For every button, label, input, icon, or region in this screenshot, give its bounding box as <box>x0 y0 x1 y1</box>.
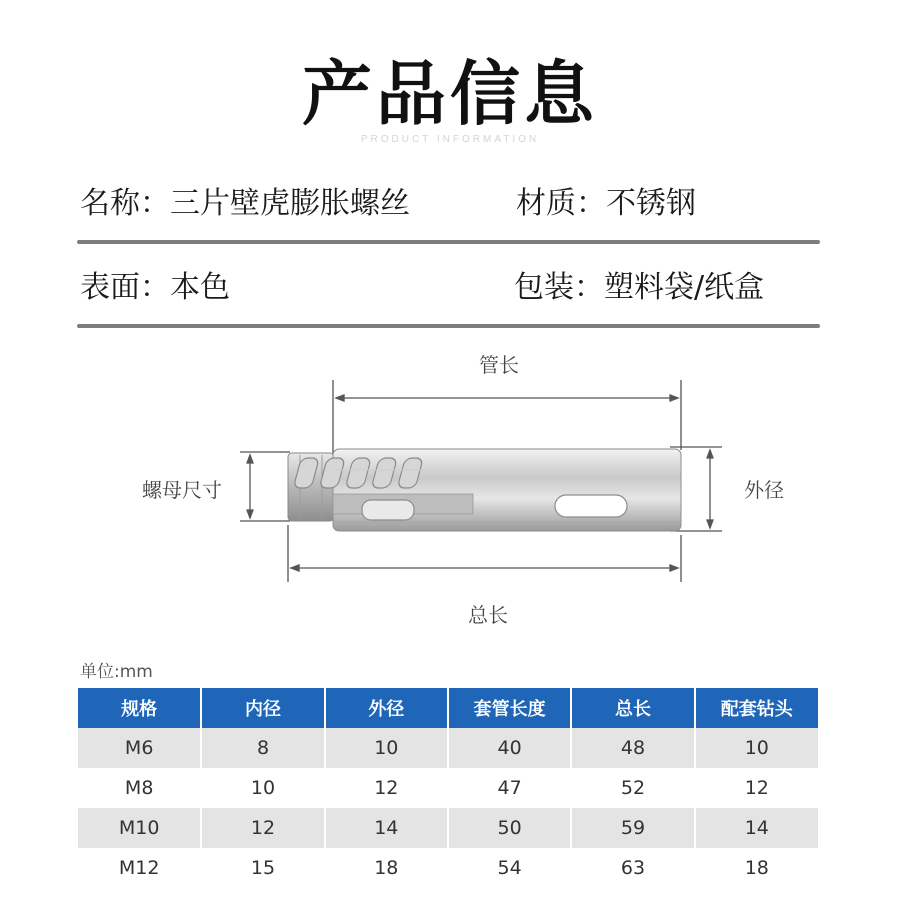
header-total-length: 总长 <box>571 688 694 728</box>
nut-size-dimension <box>240 452 290 521</box>
table-row <box>78 768 818 808</box>
total-length-dimension <box>288 525 681 582</box>
total-length-label: 总长 <box>468 603 508 627</box>
table-cell: 54 <box>448 848 571 888</box>
info-row-1 <box>80 182 820 226</box>
table-cell: 14 <box>695 808 818 848</box>
unit-label: 单位:mm <box>80 662 153 682</box>
tube-length-dimension <box>333 380 681 458</box>
header-spec: 规格 <box>78 688 201 728</box>
table-header-row <box>78 688 818 728</box>
info-row-2 <box>80 266 820 310</box>
dimension-diagram <box>0 340 900 640</box>
nut-size-label: 螺母尺寸 <box>142 478 222 502</box>
divider <box>77 324 820 328</box>
page-title: 产品信息 <box>302 53 598 135</box>
table-cell: 18 <box>325 848 448 888</box>
product-name: 名称：三片壁虎膨胀螺丝 <box>80 186 410 221</box>
table-cell: 10 <box>325 728 448 768</box>
spec-table <box>78 688 818 888</box>
header-sleeve-length: 套管长度 <box>448 688 571 728</box>
table-cell: 50 <box>448 808 571 848</box>
tube-length-label: 管长 <box>479 353 519 377</box>
table-cell: 47 <box>448 768 571 808</box>
table-cell: 18 <box>695 848 818 888</box>
table-cell: 12 <box>695 768 818 808</box>
table-cell: M10 <box>78 808 201 848</box>
outer-diameter-label: 外径 <box>744 478 784 502</box>
table-cell: 52 <box>571 768 694 808</box>
header-drill-bit: 配套钻头 <box>695 688 818 728</box>
table-cell: 12 <box>201 808 324 848</box>
table-cell: M12 <box>78 848 201 888</box>
table-cell: M6 <box>78 728 201 768</box>
anchor-bolt-illustration <box>288 449 681 531</box>
table-cell: 63 <box>571 848 694 888</box>
table-cell: 12 <box>325 768 448 808</box>
table-cell: 48 <box>571 728 694 768</box>
table-cell: 59 <box>571 808 694 848</box>
table-row <box>78 728 818 768</box>
header-outer-diameter: 外径 <box>325 688 448 728</box>
table-row <box>78 848 818 888</box>
table-cell: 10 <box>695 728 818 768</box>
table-cell: M8 <box>78 768 201 808</box>
table-cell: 15 <box>201 848 324 888</box>
page-subtitle: PRODUCT INFORMATION <box>360 134 540 145</box>
table-cell: 8 <box>201 728 324 768</box>
table-cell: 10 <box>201 768 324 808</box>
table-cell: 40 <box>448 728 571 768</box>
product-surface: 表面：本色 <box>80 270 230 305</box>
header-inner-diameter: 内径 <box>201 688 324 728</box>
table-row <box>78 808 818 848</box>
product-material: 材质：不锈钢 <box>516 186 696 221</box>
divider <box>77 240 820 244</box>
table-cell: 14 <box>325 808 448 848</box>
product-packaging: 包装：塑料袋/纸盒 <box>514 270 765 305</box>
